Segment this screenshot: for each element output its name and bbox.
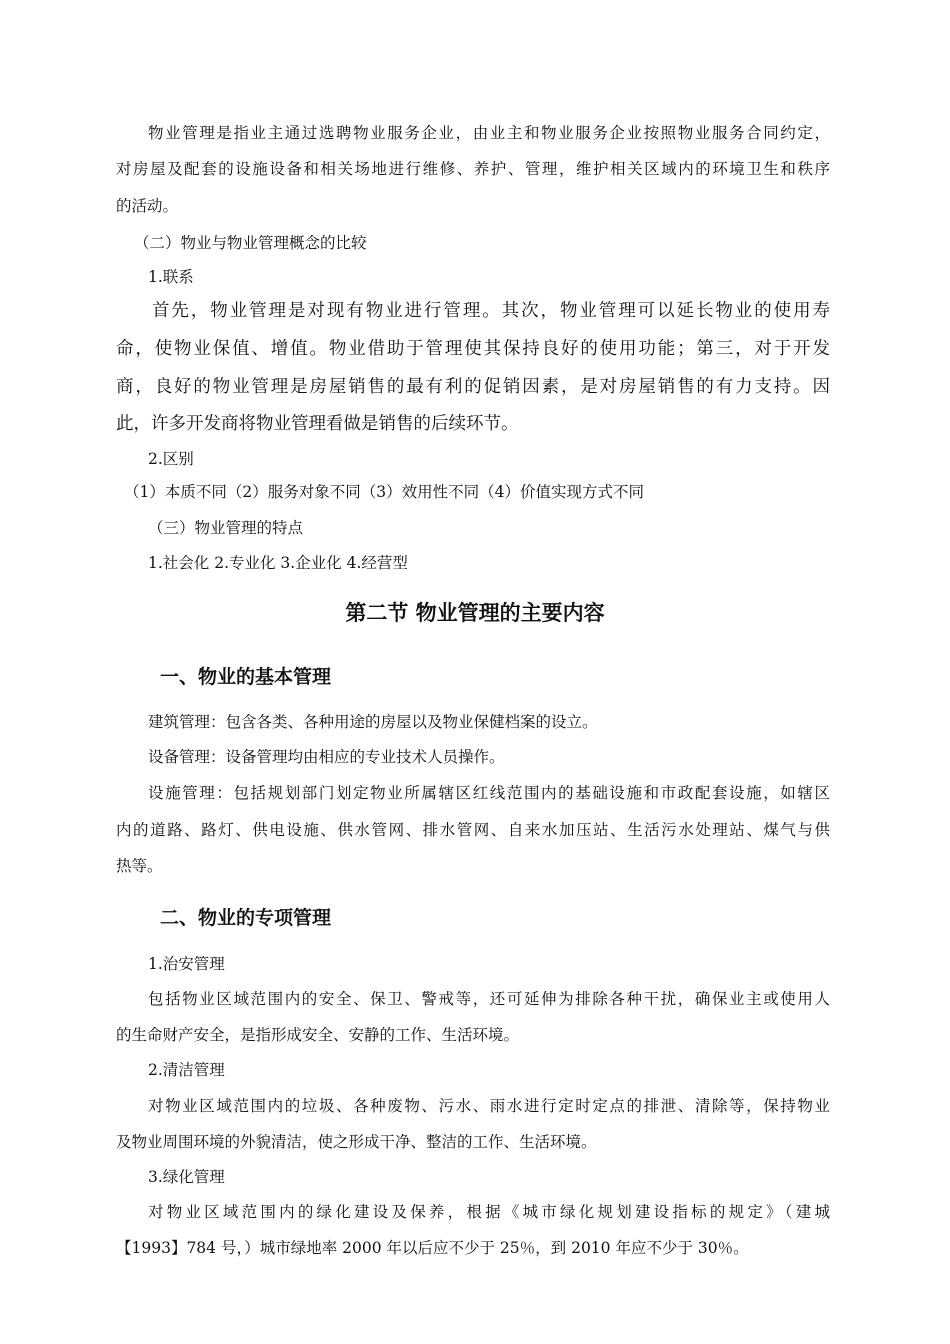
green-title: 3.绿化管理 [148,1168,225,1186]
basic-heading: 一、物业的基本管理 [160,666,332,688]
security-line-2: 的生命财产安全，是指形成安全、安静的工作、生活环境。 [116,1026,520,1044]
cleaning-line-2: 及物业周围环境的外貌清洁，使之形成干净、整洁的工作、生活环境。 [116,1133,597,1151]
intro-line-2: 对房屋及配套的设施设备和相关场地进行维修、养护、管理，维护相关区域内的环境卫生和秩序 [116,160,830,178]
link-line-3: 商，良好的物业管理是房屋销售的最有利的促销因素，是对房屋销售的有力支持。因 [116,377,830,397]
cleaning-title: 2.清洁管理 [148,1061,225,1079]
green-line-2: 【1993】784 号，）城市绿地率 2000 年以后应不少于 25％，到 2010 年应不少于 30％。 [116,1239,749,1257]
intro-line-1: 物业管理是指业主通过选聘物业服务企业，由业主和物业服务企业按照物业服务合同约定， [148,124,830,142]
link-line-4: 此，许多开发商将物业管理看做是销售的后续环节。 [116,414,519,434]
link-line-2: 命，使物业保值、增值。物业借助于管理使其保持良好的使用功能；第三，对于开发 [116,339,830,359]
facility-line-1: 设施管理：包括规划部门划定物业所属辖区红线范围内的基础设施和市政配套设施，如辖区 [148,784,830,802]
features-line: 1.社会化 2.专业化 3.企业化 4.经营型 [148,554,408,572]
features-heading: （三）物业管理的特点 [148,519,304,537]
facility-line-2: 内的道路、路灯、供电设施、供水管网、排水管网、自来水加压站、生活污水处理站、煤气与供 [116,821,830,839]
equipment-line: 设备管理：设备管理均由相应的专业技术人员操作。 [148,748,505,766]
diff-line: （1）本质不同（2）服务对象不同（3）效用性不同（4）价值实现方式不同 [124,483,644,501]
link-title: 1.联系 [148,268,194,286]
cleaning-line-1: 对物业区域范围内的垃圾、各种废物、污水、雨水进行定时定点的排泄、清除等，保持物业 [148,1097,830,1115]
special-heading: 二、物业的专项管理 [160,907,332,929]
diff-title: 2.区别 [148,450,194,468]
link-line-1: 首先，物业管理是对现有物业进行管理。其次，物业管理可以延长物业的使用寿 [152,301,830,321]
security-title: 1.治安管理 [148,955,225,973]
building-line: 建筑管理：包含各类、各种用途的房屋以及物业保健档案的设立。 [148,713,598,731]
green-line-1: 对物业区域范围内的绿化建设及保养，根据《城市绿化规划建设指标的规定》（建城 [148,1203,830,1221]
section-title: 第二节 物业管理的主要内容 [345,601,605,625]
intro-line-3: 的活动。 [116,197,179,215]
facility-line-3: 热等。 [116,857,163,875]
comparison-heading: （二）物业与物业管理概念的比较 [134,234,367,252]
security-line-1: 包括物业区域范围内的安全、保卫、警戒等，还可延伸为排除各种干扰，确保业主或使用人 [148,990,830,1008]
